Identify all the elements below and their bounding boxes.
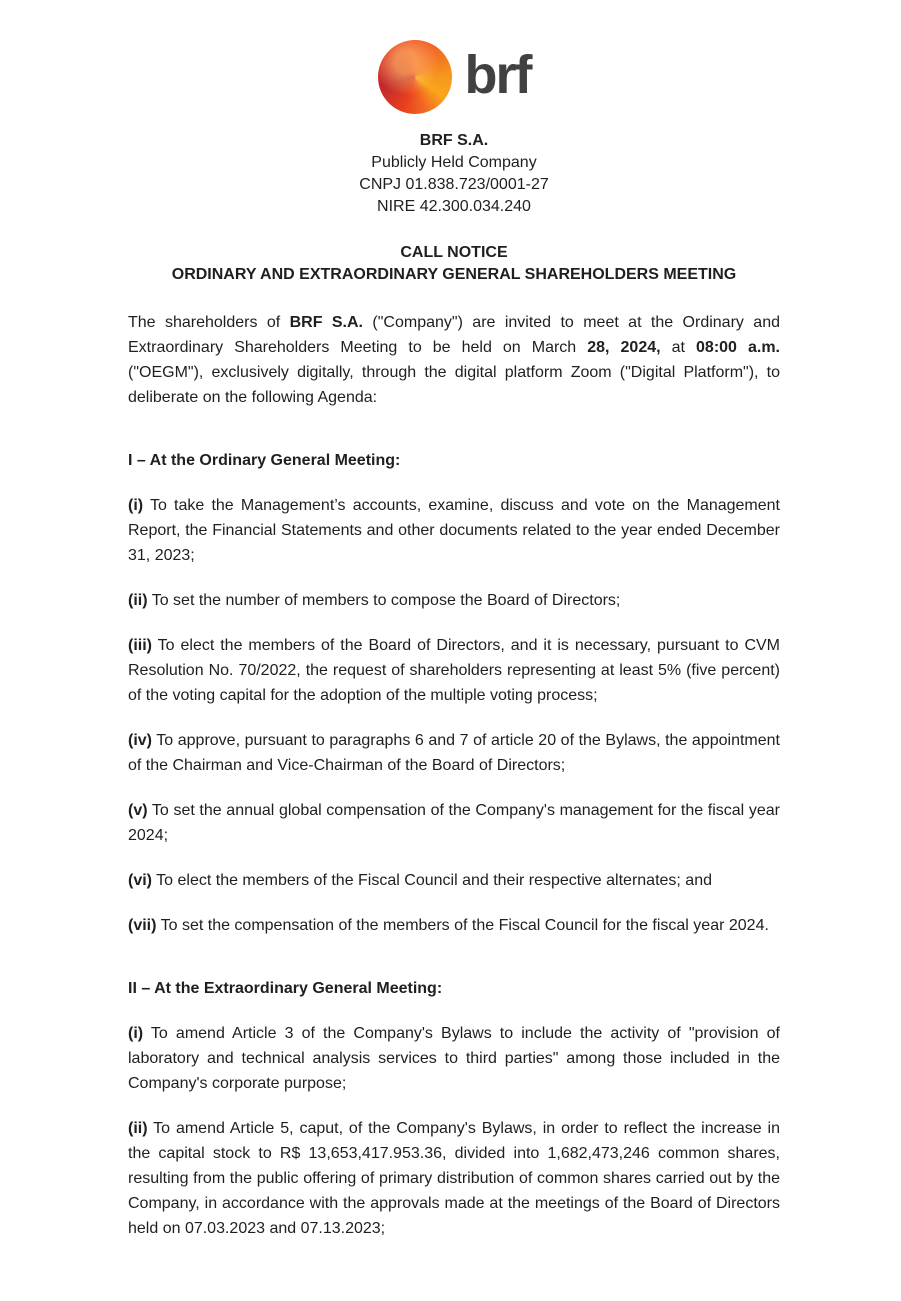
section-heading-extraordinary: II – At the Extraordinary General Meeting: — [128, 980, 443, 997]
agenda-item-ordinary-i — [128, 493, 780, 568]
agenda-item-extraordinary-i — [128, 1021, 780, 1096]
agenda-item-text: To set the compensation of the members of the Fiscal Council for the fiscal year 2024. — [156, 917, 769, 934]
section-heading-ordinary: I – At the Ordinary General Meeting: — [128, 452, 401, 469]
intro-paragraph: The shareholders of BRF S.A. ("Company") are invited to meet at the Ordinary and Extraordinary Shareholders Meeting to be held on March 28, 2024, at 08:00 a.m. ("OEGM"), exclusively digitally, through the digital platform Zoom ("Digital Platform"), to deliberate on the following Agenda: — [128, 314, 781, 406]
agenda-item-text: To take the Management’s accounts, examine, discuss and vote on the Management Report, the Financial Statements and other documents related to the year ended December 31, 2023; — [128, 497, 780, 564]
agenda-item-text: To approve, pursuant to paragraphs 6 and 7 of article 20 of the Bylaws, the appointment of the Chairman and Vice-Chairman of the Board of Directors; — [128, 732, 780, 774]
agenda-item-ordinary-ii — [128, 588, 780, 613]
document-title — [128, 242, 780, 286]
agenda-item-text: To amend Article 5, caput, of the Company's Bylaws, in order to reflect the increase in the capital stock to R$ 13,653,417.953.36, divided into 1,682,473,246 common shares, resulting from the public offering of primary distribution of common shares carried out by the Company, in accordance with the approvals made at the meetings of the Board of Directors held on 07.03.2023 and 07.13.2023; — [128, 1120, 780, 1237]
company-nire: NIRE 42.300.034.240 — [377, 198, 531, 215]
company-header — [128, 130, 780, 218]
agenda-item-ordinary-vi — [128, 868, 780, 893]
agenda-item-text: To set the annual global compensation of the Company's management for the fiscal year 2024; — [128, 802, 780, 844]
agenda-item-ordinary-iii — [128, 633, 780, 708]
document-body — [128, 310, 780, 1241]
agenda-item-extraordinary-ii — [128, 1116, 780, 1241]
agenda-item-label: (ii) — [128, 592, 148, 609]
brf-logo-wordmark: brf — [464, 45, 531, 105]
agenda-item-label: (vi) — [128, 872, 152, 889]
company-type: Publicly Held Company — [371, 154, 537, 171]
brf-logo — [128, 40, 780, 114]
company-name: BRF S.A. — [419, 132, 489, 149]
company-cnpj: CNPJ 01.838.723/0001-27 — [359, 176, 549, 193]
agenda-item-label: (ii) — [128, 1120, 148, 1137]
agenda-item-label: (iv) — [128, 732, 152, 749]
agenda-item-label: (vii) — [128, 917, 157, 934]
agenda-item-ordinary-v — [128, 798, 780, 848]
agenda-item-ordinary-vii — [128, 913, 780, 938]
agenda-item-text: To set the number of members to compose the Board of Directors; — [147, 592, 621, 609]
agenda-item-label: (v) — [128, 802, 148, 819]
agenda-item-text: To elect the members of the Fiscal Council and their respective alternates; and — [152, 872, 712, 889]
agenda-item-label: (i) — [128, 1025, 144, 1042]
agenda-item-text: To amend Article 3 of the Company's Bylaws to include the activity of "provision of laboratory and technical analysis services to third parties" among those included in the Company's corporate purpose; — [128, 1025, 780, 1092]
agenda-item-text: To elect the members of the Board of Directors, and it is necessary, pursuant to CVM Resolution No. 70/2022, the request of shareholders representing at least 5% (five percent) of the voting capital for the adoption of the multiple voting process; — [128, 637, 780, 704]
agenda-item-ordinary-iv — [128, 728, 780, 778]
agenda-item-label: (i) — [128, 497, 144, 514]
title-line-meeting: ORDINARY AND EXTRAORDINARY GENERAL SHAREHOLDERS MEETING — [171, 266, 737, 283]
agenda-item-label: (iii) — [128, 637, 152, 654]
brf-globe-icon — [378, 40, 452, 114]
title-line-call-notice: CALL NOTICE — [400, 244, 508, 261]
